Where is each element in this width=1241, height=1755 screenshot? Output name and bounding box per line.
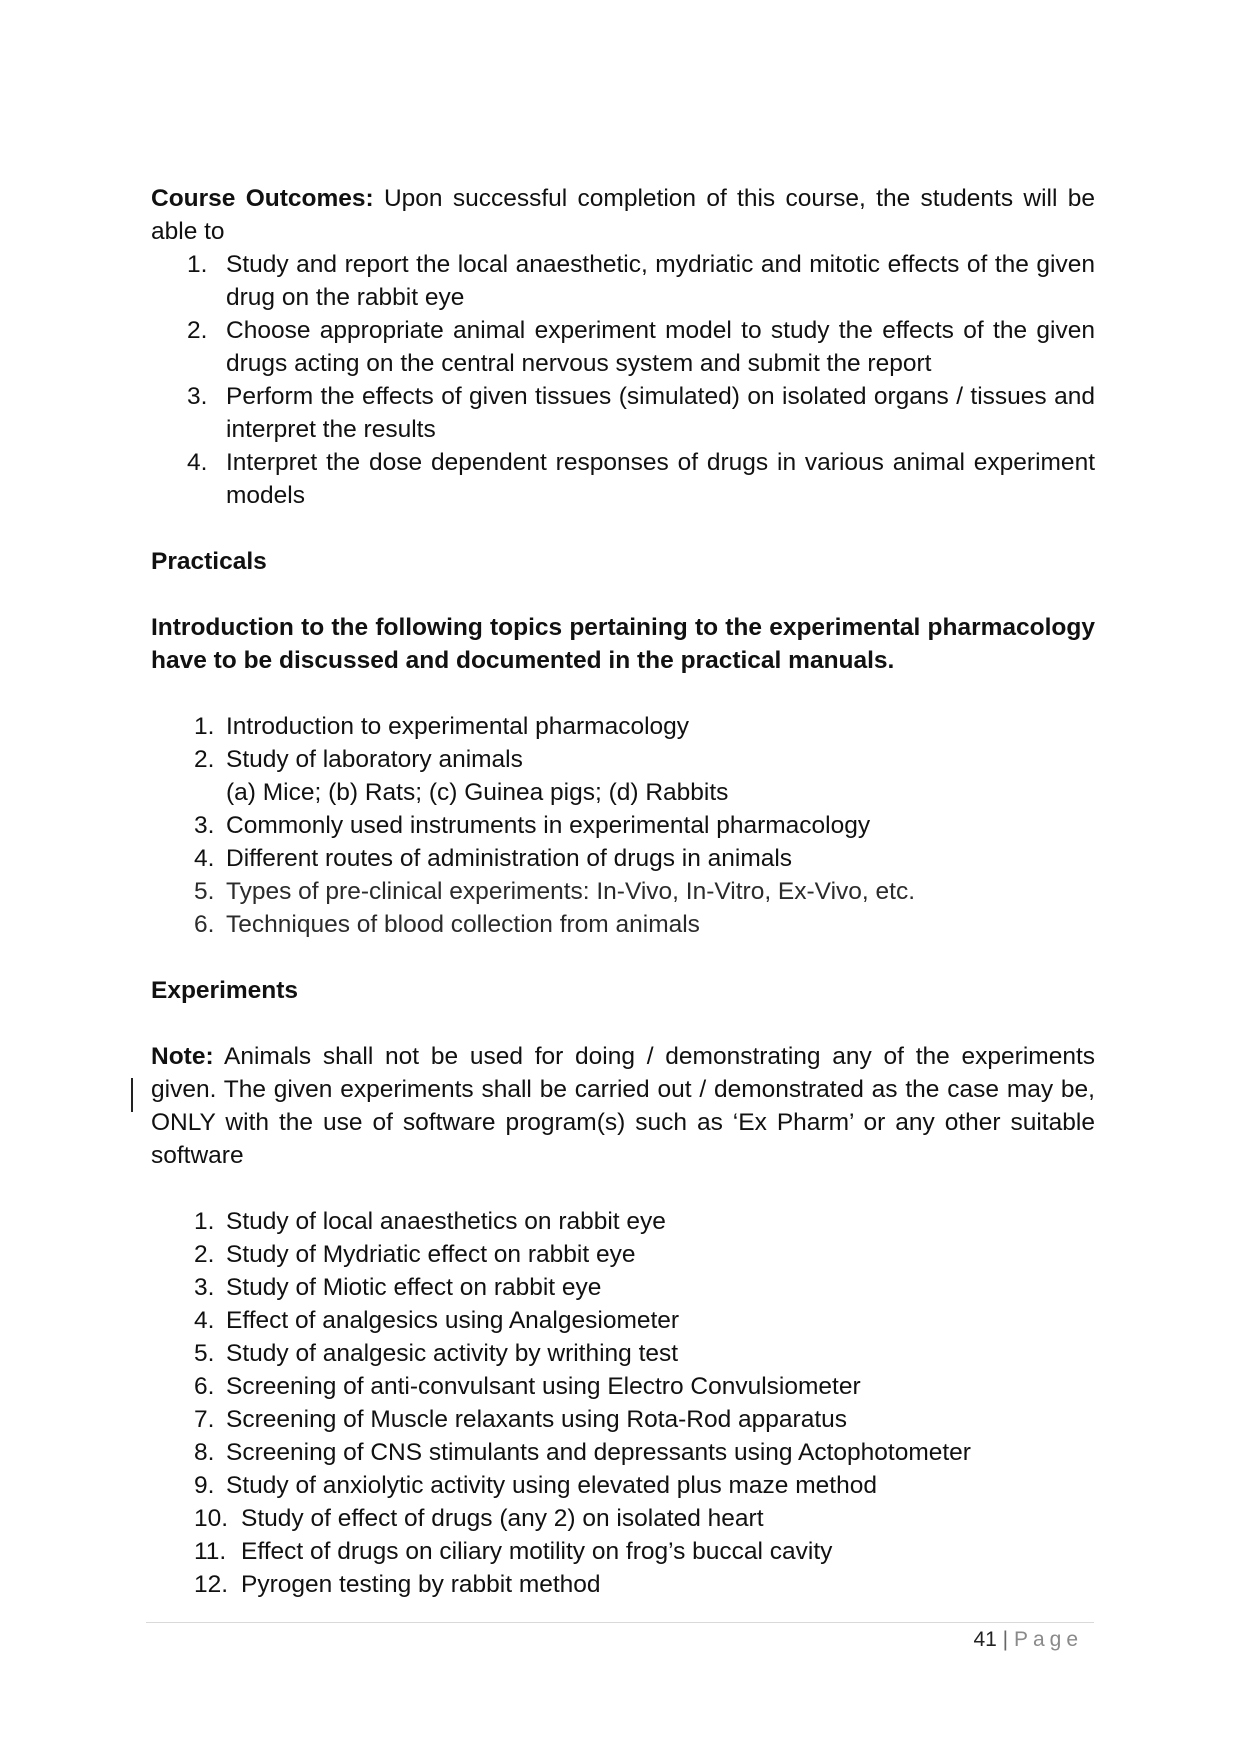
list-item-number: 4. [187,449,208,476]
list-item [151,875,1095,908]
page-footer [973,1626,1083,1654]
list-item-number: 6. [194,1373,215,1400]
list-item [151,1205,1095,1238]
list-item [151,1502,1095,1535]
list-item-text: Effect of analgesics using Analgesiometer [226,1307,680,1334]
course-outcomes-intro: Upon successful completion of this course, the students will be able to [151,185,1095,245]
page-number: 41 [973,1628,997,1651]
footer-page-word: Page [1013,1628,1083,1651]
list-item-text: Study of Miotic effect on rabbit eye [226,1274,602,1301]
list-item-number: 1. [187,251,208,278]
list-item-text: Study of local anaesthetics on rabbit eye [226,1208,666,1235]
list-item-text: Types of pre-clinical experiments: In-Vivo, In-Vitro, Ex-Vivo, etc. [226,878,916,905]
list-item-text: Techniques of blood collection from animals [226,911,700,938]
list-item-text: Study of laboratory animals [226,746,523,773]
course-outcomes-label: Course Outcomes: [151,185,374,212]
list-item [151,908,1095,941]
experiments-list [151,1205,1095,1601]
practicals-heading: Practicals [151,548,267,575]
list-item-text: Commonly used instruments in experimental pharmacology [226,812,871,839]
list-item [151,1271,1095,1304]
list-item [151,1568,1095,1601]
list-item [151,1337,1095,1370]
footer-separator: | [1002,1628,1009,1651]
list-item-number: 8. [194,1439,215,1466]
list-item-number: 3. [187,383,208,410]
list-item [151,842,1095,875]
list-item [151,1535,1095,1568]
list-item [151,380,1095,446]
list-item-text: Interpret the dose dependent responses of drugs in various animal experiment models [226,449,1095,509]
list-item-text: Pyrogen testing by rabbit method [241,1571,601,1598]
list-item-text: Screening of CNS stimulants and depressants using Actophotometer [226,1439,971,1466]
laboratory-animals-sub-item: (a) Mice; (b) Rats; (c) Guinea pigs; (d) Rabbits [226,779,729,806]
list-item-number: 2. [187,317,208,344]
list-item [151,1436,1095,1469]
list-item [151,1370,1095,1403]
list-item-number: 5. [194,1340,215,1367]
list-item-text: Study of Mydriatic effect on rabbit eye [226,1241,636,1268]
list-item-number: 5. [194,878,215,905]
list-item-number: 10. [194,1505,229,1532]
list-item-text: Effect of drugs on ciliary motility on frog’s buccal cavity [241,1538,833,1565]
list-item-text: Study of anxiolytic activity using elevated plus maze method [226,1472,877,1499]
list-item [151,743,1095,776]
list-item-number: 2. [194,746,215,773]
list-item-text: Perform the effects of given tissues (simulated) on isolated organs / tissues and interpret the results [226,383,1095,443]
list-item [151,1304,1095,1337]
document-page [151,182,1095,1601]
list-item-text: Choose appropriate animal experiment model to study the effects of the given drugs acting on the central nervous system and submit the report [226,317,1095,377]
list-item [151,1238,1095,1271]
list-item [151,446,1095,512]
course-outcomes-paragraph [151,182,1095,248]
note-label: Note: [151,1043,214,1070]
revision-change-bar [131,1078,133,1112]
list-item-text: Different routes of administration of drugs in animals [226,845,793,872]
list-item-number: 7. [194,1406,215,1433]
course-outcomes-list [151,248,1095,512]
list-item [151,710,1095,743]
list-item-text: Study of effect of drugs (any 2) on isolated heart [241,1505,764,1532]
list-item-number: 1. [194,713,215,740]
list-item-number: 2. [194,1241,215,1268]
list-item-number: 4. [194,1307,215,1334]
footer-divider [146,1622,1094,1623]
list-item-text: Screening of Muscle relaxants using Rota-Rod apparatus [226,1406,848,1433]
list-item-number: 3. [194,1274,215,1301]
practicals-intro: Introduction to the following topics pertaining to the experimental pharmacology have to be discussed and documented in the practical manuals. [151,614,1095,674]
list-item-number: 6. [194,911,215,938]
practicals-topic-list [151,710,1095,941]
list-item-number: 9. [194,1472,215,1499]
list-item-number: 1. [194,1208,215,1235]
list-item-text: Introduction to experimental pharmacology [226,713,690,740]
list-item-text: Screening of anti-convulsant using Electro Convulsiometer [226,1373,861,1400]
list-item [151,1469,1095,1502]
list-item-number: 11. [194,1538,227,1565]
experiments-heading: Experiments [151,977,299,1004]
list-item-number: 12. [194,1571,229,1598]
list-item-text: Study and report the local anaesthetic, mydriatic and mitotic effects of the given drug on the rabbit eye [226,251,1095,311]
note-text: Animals shall not be used for doing / demonstrating any of the experiments given. The given experiments shall be carried out / demonstrated as the case may be, ONLY with the use of software program(s) such as ‘Ex Pharm’ or any other suitable software [151,1043,1095,1169]
list-item [151,809,1095,842]
list-item-text: Study of analgesic activity by writhing test [226,1340,679,1367]
list-item-number: 4. [194,845,215,872]
list-item [151,248,1095,314]
list-item [151,314,1095,380]
list-item [151,1403,1095,1436]
list-item-number: 3. [194,812,215,839]
experiments-note [151,1040,1095,1172]
